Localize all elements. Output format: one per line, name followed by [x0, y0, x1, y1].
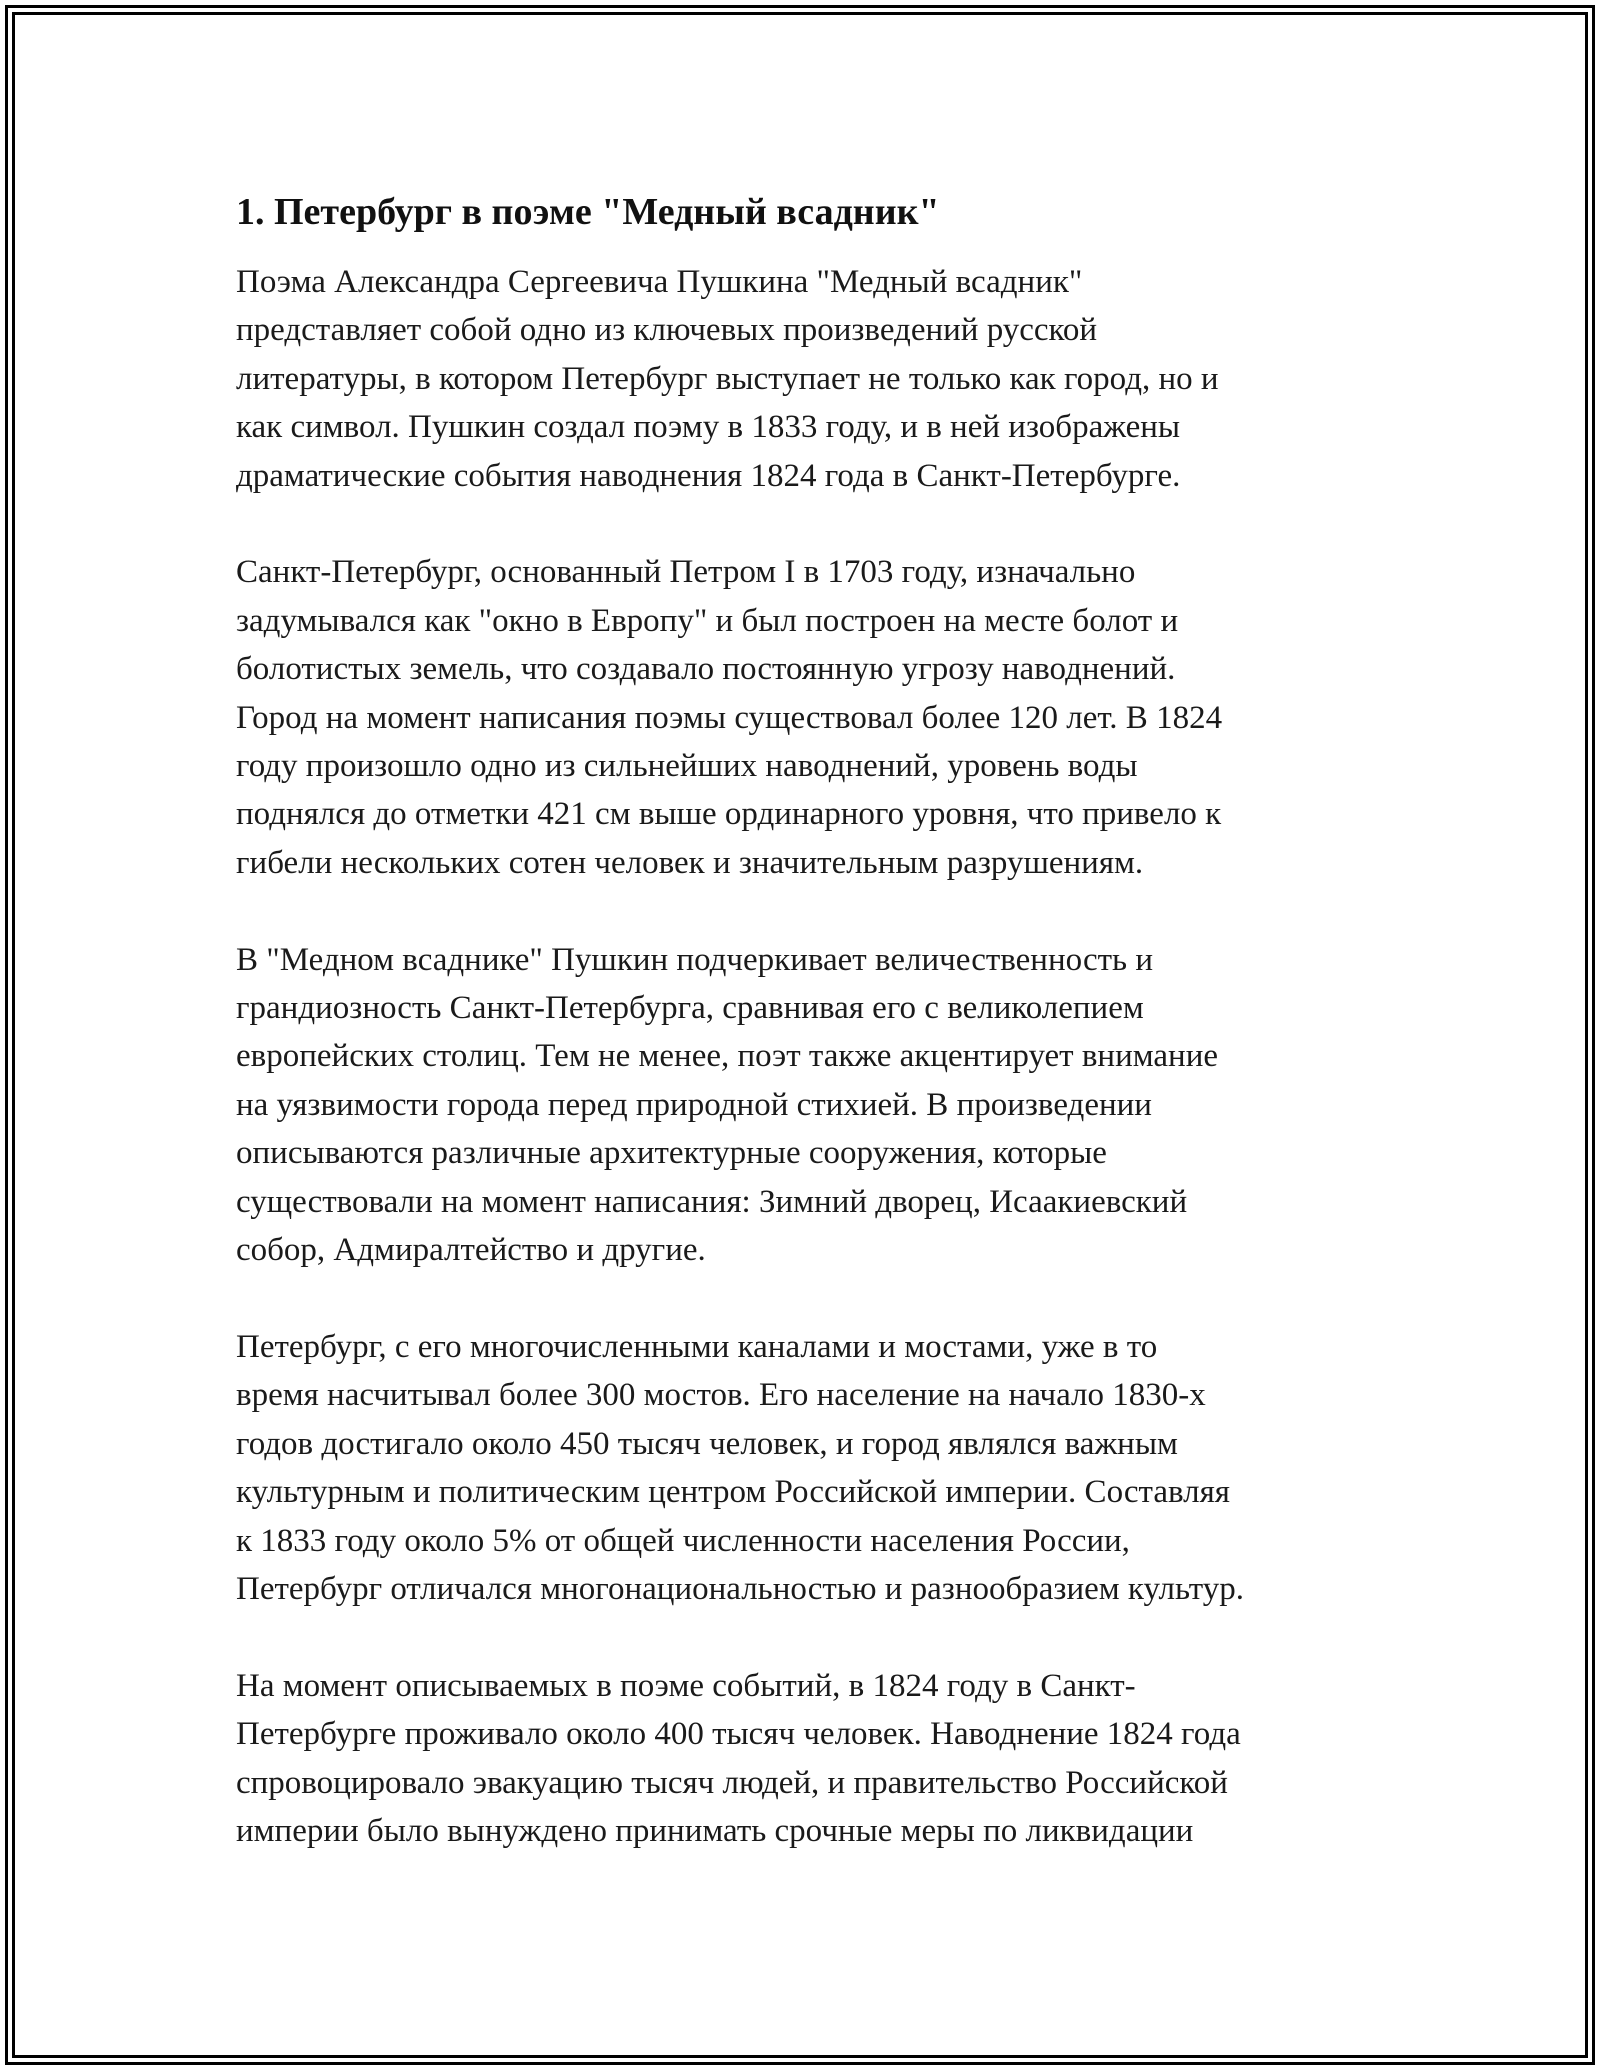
document-body	[236, 186, 1386, 1904]
paragraph-grandeur: В "Медном всаднике" Пушкин подчеркивает величественность и грандиозность Санкт-Петербурга, сравнивая его с великолепием европейских столиц. Тем не менее, поэт также акцентирует внимание на уязвимости города перед природной стихией. В произведении описываются различные архитектурные сооружения, которые существовали на момент написания: Зимний дворец, Исаакиевский собор, Адмиралтейство и другие.	[236, 941, 1219, 1269]
paragraph-population: Петербург, с его многочисленными каналами и мостами, уже в то время насчитывал более 300 мостов. Его население на начало 1830-х годов достигало около 450 тысяч человек, и город являлся важным культурным и политическим центром Российской империи. Составляя к 1833 году около 5% от общей численности населения России, Петербург отличался многонациональностью и разнообразием культур.	[236, 1328, 1245, 1607]
paragraph-flood-events: На момент описываемых в поэме событий, в 1824 году в Санкт- Петербурге проживало около 400 тысяч человек. Наводнение 1824 года спровоцировало эвакуацию тысяч людей, и правительство Российской империи было вынуждено принимать срочные меры по ликвидации	[236, 1667, 1241, 1849]
paragraph-intro: Поэма Александра Сергеевича Пушкина "Медный всадник" представляет собой одно из ключевых произведений русской литературы, в котором Петербург выступает не только как город, но и как символ. Пушкин создал поэму в 1833 году, и в ней изображены драматические события наводнения 1824 года в Санкт-Петербурге.	[236, 264, 1219, 494]
paragraph-city-history: Санкт-Петербург, основанный Петром I в 1703 году, изначально задумывался как "окно в Европу" и был построен на месте болот и болотистых земель, что создавало постоянную угрозу наводнений. Город на момент написания поэмы существовал более 120 лет. В 1824 году произошло одно из сильнейших наводнений, уровень воды поднялся до отметки 421 см выше ординарного уровня, что привело к гибели нескольких сотен человек и значительным разрушениям.	[236, 554, 1223, 881]
section-heading: 1. Петербург в поэме "Медный всадник"	[236, 191, 940, 233]
